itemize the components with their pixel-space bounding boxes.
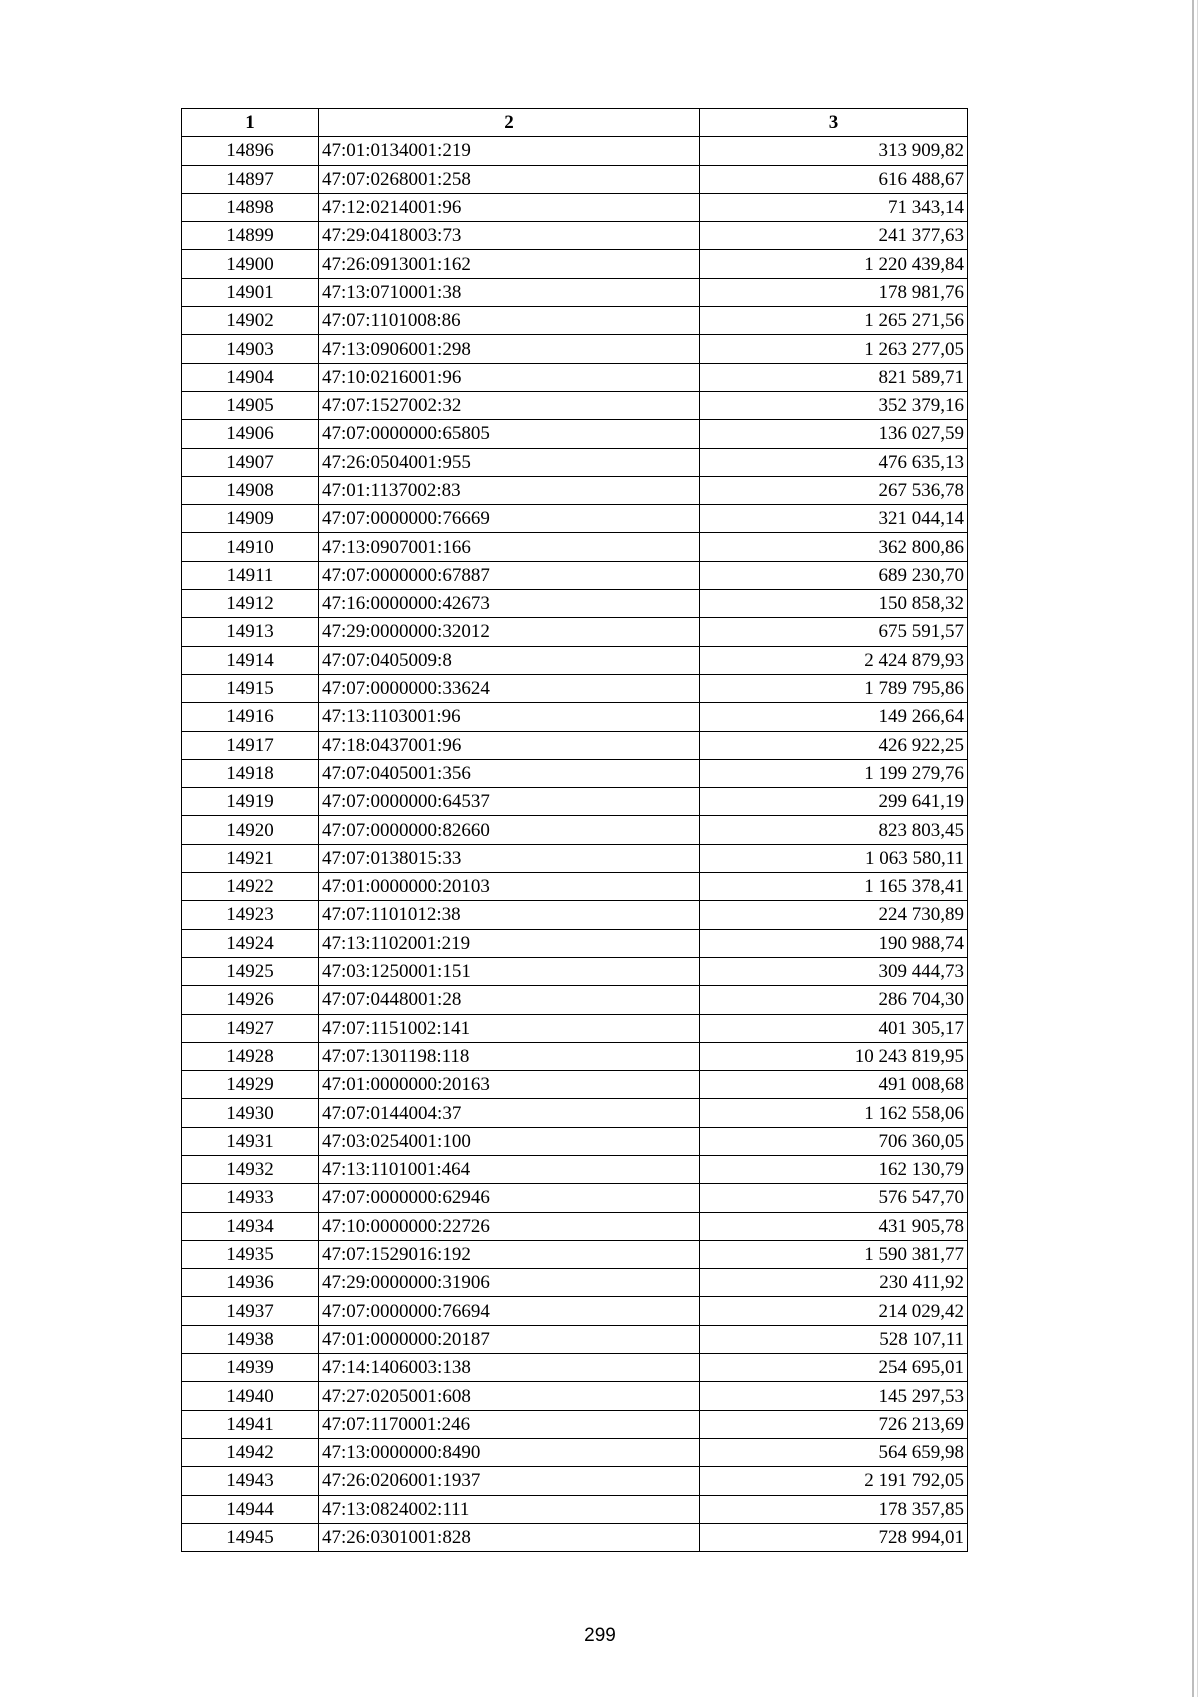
table-row (182, 222, 968, 250)
row-number-cell: 14909 (182, 505, 319, 533)
value-cell: 241 377,63 (700, 222, 968, 250)
row-number-cell: 14898 (182, 193, 319, 221)
table-row (182, 278, 968, 306)
value-cell: 321 044,14 (700, 505, 968, 533)
value-cell: 1 789 795,86 (700, 674, 968, 702)
value-cell: 564 659,98 (700, 1438, 968, 1466)
cadastral-number-cell: 47:10:0216001:96 (319, 363, 700, 391)
row-number-cell: 14924 (182, 929, 319, 957)
row-number-cell: 14941 (182, 1410, 319, 1438)
row-number-cell: 14935 (182, 1240, 319, 1268)
value-cell: 362 800,86 (700, 533, 968, 561)
table-row (182, 476, 968, 504)
value-cell: 224 730,89 (700, 901, 968, 929)
table-row (182, 590, 968, 618)
cadastral-number-cell: 47:13:0907001:166 (319, 533, 700, 561)
cadastral-number-cell: 47:12:0214001:96 (319, 193, 700, 221)
value-cell: 254 695,01 (700, 1354, 968, 1382)
table-row (182, 505, 968, 533)
value-cell: 728 994,01 (700, 1523, 968, 1551)
value-cell: 71 343,14 (700, 193, 968, 221)
table-row (182, 1184, 968, 1212)
value-cell: 230 411,92 (700, 1269, 968, 1297)
row-number-cell: 14930 (182, 1099, 319, 1127)
cadastral-number-cell: 47:13:1103001:96 (319, 703, 700, 731)
cadastral-number-cell: 47:13:1102001:219 (319, 929, 700, 957)
table-row (182, 363, 968, 391)
value-cell: 136 027,59 (700, 420, 968, 448)
table-row (182, 816, 968, 844)
row-number-cell: 14929 (182, 1071, 319, 1099)
row-number-cell: 14912 (182, 590, 319, 618)
cadastral-number-cell: 47:07:1529016:192 (319, 1240, 700, 1268)
row-number-cell: 14943 (182, 1467, 319, 1495)
row-number-cell: 14918 (182, 759, 319, 787)
row-number-cell: 14899 (182, 222, 319, 250)
cadastral-value-table (181, 108, 968, 1552)
cadastral-number-cell: 47:18:0437001:96 (319, 731, 700, 759)
table-row (182, 533, 968, 561)
row-number-cell: 14939 (182, 1354, 319, 1382)
row-number-cell: 14926 (182, 986, 319, 1014)
value-cell: 476 635,13 (700, 448, 968, 476)
row-number-cell: 14931 (182, 1127, 319, 1155)
cadastral-number-cell: 47:07:0138015:33 (319, 844, 700, 872)
row-number-cell: 14914 (182, 646, 319, 674)
cadastral-number-cell: 47:01:1137002:83 (319, 476, 700, 504)
table-row (182, 986, 968, 1014)
row-number-cell: 14932 (182, 1155, 319, 1183)
cadastral-number-cell: 47:29:0000000:32012 (319, 618, 700, 646)
table-row (182, 1382, 968, 1410)
cadastral-number-cell: 47:13:0000000:8490 (319, 1438, 700, 1466)
value-cell: 689 230,70 (700, 561, 968, 589)
row-number-cell: 14905 (182, 391, 319, 419)
table-row (182, 788, 968, 816)
row-number-cell: 14910 (182, 533, 319, 561)
value-cell: 299 641,19 (700, 788, 968, 816)
cadastral-number-cell: 47:03:1250001:151 (319, 957, 700, 985)
cadastral-number-cell: 47:07:0405009:8 (319, 646, 700, 674)
row-number-cell: 14936 (182, 1269, 319, 1297)
row-number-cell: 14902 (182, 307, 319, 335)
table-row (182, 561, 968, 589)
row-number-cell: 14901 (182, 278, 319, 306)
value-cell: 1 063 580,11 (700, 844, 968, 872)
value-cell: 1 263 277,05 (700, 335, 968, 363)
value-cell: 2 191 792,05 (700, 1467, 968, 1495)
value-cell: 178 981,76 (700, 278, 968, 306)
table-row (182, 1071, 968, 1099)
table-row (182, 957, 968, 985)
row-number-cell: 14934 (182, 1212, 319, 1240)
column-header-3: 3 (700, 109, 968, 137)
table-row (182, 448, 968, 476)
cadastral-number-cell: 47:03:0254001:100 (319, 1127, 700, 1155)
value-cell: 726 213,69 (700, 1410, 968, 1438)
row-number-cell: 14897 (182, 165, 319, 193)
value-cell: 150 858,32 (700, 590, 968, 618)
row-number-cell: 14940 (182, 1382, 319, 1410)
cadastral-number-cell: 47:07:1101008:86 (319, 307, 700, 335)
row-number-cell: 14900 (182, 250, 319, 278)
cadastral-number-cell: 47:01:0000000:20103 (319, 873, 700, 901)
header-row (182, 109, 968, 137)
value-cell: 1 265 271,56 (700, 307, 968, 335)
table-row (182, 137, 968, 165)
cadastral-number-cell: 47:07:1101012:38 (319, 901, 700, 929)
row-number-cell: 14933 (182, 1184, 319, 1212)
cadastral-number-cell: 47:01:0134001:219 (319, 137, 700, 165)
cadastral-number-cell: 47:27:0205001:608 (319, 1382, 700, 1410)
table-row (182, 731, 968, 759)
value-cell: 286 704,30 (700, 986, 968, 1014)
cadastral-number-cell: 47:13:0824002:111 (319, 1495, 700, 1523)
value-cell: 821 589,71 (700, 363, 968, 391)
value-cell: 162 130,79 (700, 1155, 968, 1183)
value-cell: 528 107,11 (700, 1325, 968, 1353)
row-number-cell: 14942 (182, 1438, 319, 1466)
value-cell: 214 029,42 (700, 1297, 968, 1325)
cadastral-number-cell: 47:07:0000000:76694 (319, 1297, 700, 1325)
table-row (182, 307, 968, 335)
table-row (182, 1099, 968, 1127)
row-number-cell: 14907 (182, 448, 319, 476)
row-number-cell: 14937 (182, 1297, 319, 1325)
table-row (182, 1438, 968, 1466)
value-cell: 352 379,16 (700, 391, 968, 419)
cadastral-number-cell: 47:07:0000000:67887 (319, 561, 700, 589)
cadastral-number-cell: 47:26:0206001:1937 (319, 1467, 700, 1495)
value-cell: 1 199 279,76 (700, 759, 968, 787)
row-number-cell: 14928 (182, 1042, 319, 1070)
value-cell: 431 905,78 (700, 1212, 968, 1240)
value-cell: 491 008,68 (700, 1071, 968, 1099)
cadastral-number-cell: 47:07:1301198:118 (319, 1042, 700, 1070)
row-number-cell: 14922 (182, 873, 319, 901)
row-number-cell: 14916 (182, 703, 319, 731)
value-cell: 178 357,85 (700, 1495, 968, 1523)
value-cell: 616 488,67 (700, 165, 968, 193)
table-row (182, 1155, 968, 1183)
page-number: 299 (584, 1625, 616, 1646)
table-row (182, 646, 968, 674)
cadastral-number-cell: 47:07:1151002:141 (319, 1014, 700, 1042)
row-number-cell: 14944 (182, 1495, 319, 1523)
table-row (182, 1212, 968, 1240)
cadastral-number-cell: 47:01:0000000:20187 (319, 1325, 700, 1353)
cadastral-number-cell: 47:07:0000000:64537 (319, 788, 700, 816)
page-edge-line-secondary (1197, 0, 1198, 1697)
table-row (182, 929, 968, 957)
table-row (182, 1042, 968, 1070)
row-number-cell: 14904 (182, 363, 319, 391)
table-row (182, 1325, 968, 1353)
row-number-cell: 14925 (182, 957, 319, 985)
row-number-cell: 14938 (182, 1325, 319, 1353)
row-number-cell: 14915 (182, 674, 319, 702)
value-cell: 1 162 558,06 (700, 1099, 968, 1127)
value-cell: 706 360,05 (700, 1127, 968, 1155)
row-number-cell: 14917 (182, 731, 319, 759)
table-row (182, 1014, 968, 1042)
value-cell: 309 444,73 (700, 957, 968, 985)
value-cell: 1 220 439,84 (700, 250, 968, 278)
table-row (182, 873, 968, 901)
row-number-cell: 14945 (182, 1523, 319, 1551)
value-cell: 190 988,74 (700, 929, 968, 957)
value-cell: 1 165 378,41 (700, 873, 968, 901)
cadastral-number-cell: 47:07:0000000:65805 (319, 420, 700, 448)
cadastral-number-cell: 47:16:0000000:42673 (319, 590, 700, 618)
value-cell: 313 909,82 (700, 137, 968, 165)
value-cell: 401 305,17 (700, 1014, 968, 1042)
table-header (182, 109, 968, 137)
value-cell: 145 297,53 (700, 1382, 968, 1410)
row-number-cell: 14919 (182, 788, 319, 816)
row-number-cell: 14927 (182, 1014, 319, 1042)
cadastral-number-cell: 47:07:1527002:32 (319, 391, 700, 419)
table-row (182, 193, 968, 221)
table-row (182, 1240, 968, 1268)
row-number-cell: 14921 (182, 844, 319, 872)
table-row (182, 1495, 968, 1523)
table-row (182, 1467, 968, 1495)
cadastral-number-cell: 47:13:0906001:298 (319, 335, 700, 363)
table-row (182, 759, 968, 787)
table-row (182, 1410, 968, 1438)
table-row (182, 901, 968, 929)
row-number-cell: 14908 (182, 476, 319, 504)
value-cell: 10 243 819,95 (700, 1042, 968, 1070)
cadastral-number-cell: 47:07:0000000:82660 (319, 816, 700, 844)
row-number-cell: 14913 (182, 618, 319, 646)
value-cell: 149 266,64 (700, 703, 968, 731)
cadastral-number-cell: 47:29:0000000:31906 (319, 1269, 700, 1297)
row-number-cell: 14920 (182, 816, 319, 844)
cadastral-number-cell: 47:26:0504001:955 (319, 448, 700, 476)
cadastral-number-cell: 47:13:1101001:464 (319, 1155, 700, 1183)
value-cell: 576 547,70 (700, 1184, 968, 1212)
value-cell: 426 922,25 (700, 731, 968, 759)
value-cell: 675 591,57 (700, 618, 968, 646)
table-body (182, 137, 968, 1552)
page-edge-line (1192, 0, 1194, 1697)
table-row (182, 1523, 968, 1551)
cadastral-number-cell: 47:13:0710001:38 (319, 278, 700, 306)
column-header-2: 2 (319, 109, 700, 137)
value-cell: 1 590 381,77 (700, 1240, 968, 1268)
table-row (182, 165, 968, 193)
cadastral-number-cell: 47:26:0301001:828 (319, 1523, 700, 1551)
table-row (182, 618, 968, 646)
table-row (182, 420, 968, 448)
cadastral-number-cell: 47:07:0000000:76669 (319, 505, 700, 533)
row-number-cell: 14911 (182, 561, 319, 589)
cadastral-number-cell: 47:07:0144004:37 (319, 1099, 700, 1127)
cadastral-number-cell: 47:07:0000000:62946 (319, 1184, 700, 1212)
cadastral-number-cell: 47:07:1170001:246 (319, 1410, 700, 1438)
cadastral-number-cell: 47:01:0000000:20163 (319, 1071, 700, 1099)
table-row (182, 1354, 968, 1382)
cadastral-number-cell: 47:14:1406003:138 (319, 1354, 700, 1382)
row-number-cell: 14903 (182, 335, 319, 363)
table-row (182, 1297, 968, 1325)
cadastral-number-cell: 47:07:0448001:28 (319, 986, 700, 1014)
cadastral-number-cell: 47:10:0000000:22726 (319, 1212, 700, 1240)
table-row (182, 335, 968, 363)
value-cell: 267 536,78 (700, 476, 968, 504)
table-row (182, 1269, 968, 1297)
column-header-1: 1 (182, 109, 319, 137)
row-number-cell: 14923 (182, 901, 319, 929)
value-cell: 2 424 879,93 (700, 646, 968, 674)
cadastral-number-cell: 47:29:0418003:73 (319, 222, 700, 250)
table-row (182, 250, 968, 278)
row-number-cell: 14896 (182, 137, 319, 165)
cadastral-number-cell: 47:07:0268001:258 (319, 165, 700, 193)
cadastral-number-cell: 47:07:0000000:33624 (319, 674, 700, 702)
row-number-cell: 14906 (182, 420, 319, 448)
cadastral-number-cell: 47:26:0913001:162 (319, 250, 700, 278)
cadastral-number-cell: 47:07:0405001:356 (319, 759, 700, 787)
table-row (182, 391, 968, 419)
table-row (182, 674, 968, 702)
value-cell: 823 803,45 (700, 816, 968, 844)
table-row (182, 844, 968, 872)
table-row (182, 1127, 968, 1155)
table-row (182, 703, 968, 731)
